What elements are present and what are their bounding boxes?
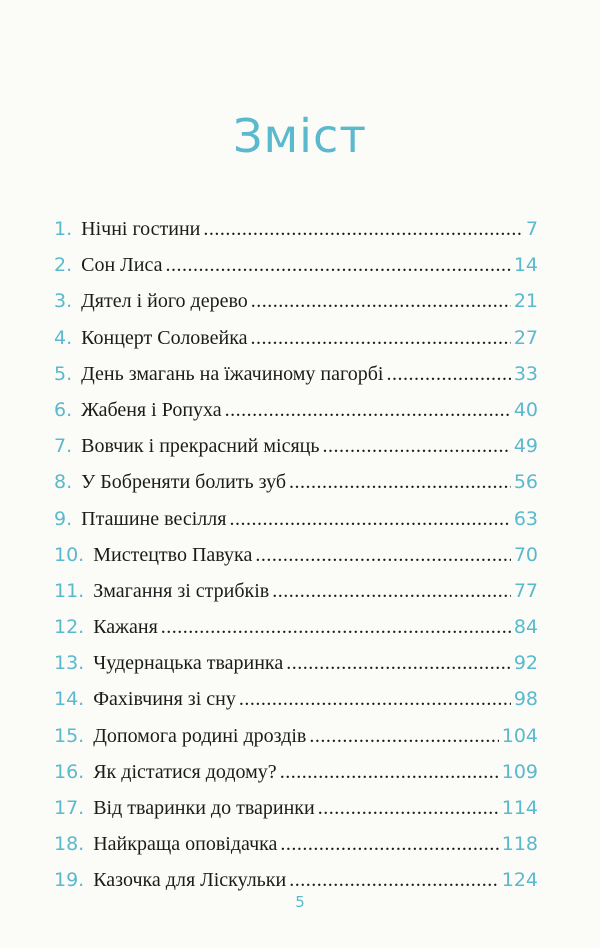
toc-entry-number: 10.	[54, 543, 85, 566]
toc-entry-page: 77	[513, 579, 538, 602]
dot-leader	[322, 435, 510, 458]
dot-leader	[280, 833, 498, 856]
dot-leader	[229, 508, 510, 531]
dot-leader	[161, 616, 511, 639]
toc-entry	[54, 580, 538, 616]
toc-entry-number: 13.	[54, 652, 85, 675]
toc-entry	[54, 688, 538, 724]
toc-entry-number: 17.	[54, 797, 85, 819]
table-of-contents	[54, 218, 538, 906]
toc-entry-number: 18.	[54, 833, 85, 856]
toc-entry-number: 14.	[54, 688, 85, 711]
toc-entry-page: 92	[513, 652, 538, 675]
toc-entry-page: 114	[501, 797, 538, 819]
dot-leader	[251, 327, 511, 350]
toc-entry-page: 109	[501, 760, 538, 783]
toc-entry-page: 118	[501, 833, 538, 856]
toc-entry-number: 19.	[54, 869, 85, 892]
toc-entry-title: Концерт Соловейка	[81, 326, 248, 349]
toc-entry	[54, 399, 538, 435]
toc-entry-title: Кажаня	[93, 616, 158, 639]
toc-entry-title: Нічні гостини	[81, 218, 201, 240]
toc-entry	[54, 761, 538, 797]
toc-entry-page: 27	[513, 326, 538, 349]
toc-entry-page: 40	[513, 398, 538, 421]
toc-entry	[54, 725, 538, 761]
toc-entry	[54, 218, 538, 254]
toc-entry	[54, 363, 538, 399]
toc-entry-title: Як дістатися додому?	[93, 760, 277, 783]
toc-entry-number: 8.	[54, 471, 73, 494]
dot-leader	[239, 688, 511, 711]
dot-leader	[225, 399, 511, 422]
toc-entry-page: 63	[513, 507, 538, 530]
toc-entry-page: 70	[513, 543, 538, 566]
toc-entry-title: Дятел і його дерево	[81, 290, 248, 313]
toc-entry	[54, 290, 538, 326]
toc-entry-number: 1.	[54, 218, 73, 240]
toc-entry-page: 33	[513, 362, 538, 385]
toc-entry-title: Мистецтво Павука	[93, 543, 253, 566]
toc-entry-page: 49	[513, 435, 538, 458]
toc-entry-title: Пташине весілля	[81, 507, 227, 530]
toc-entry-number: 11.	[54, 579, 85, 602]
toc-entry-number: 7.	[54, 435, 73, 458]
toc-entry-number: 3.	[54, 290, 73, 313]
toc-entry-page: 56	[513, 471, 538, 494]
toc-entry-title: Від тваринки до тваринки	[93, 797, 315, 819]
toc-entry	[54, 471, 538, 507]
toc-entry	[54, 327, 538, 363]
dot-leader	[203, 218, 523, 241]
dot-leader	[280, 761, 499, 784]
toc-entry-title: День змагань на їжачиному пагорбі	[81, 362, 384, 385]
toc-entry	[54, 435, 538, 471]
dot-leader	[386, 363, 510, 386]
toc-entry-title: Жабеня і Ропуха	[81, 398, 222, 421]
toc-entry-title: Змагання зі стрибків	[93, 579, 270, 602]
toc-entry-number: 4.	[54, 326, 73, 349]
page-number: 5	[295, 893, 305, 911]
toc-entry-page: 21	[513, 290, 538, 313]
toc-entry-title: Допомога родині дроздів	[93, 724, 307, 747]
toc-entry-title: Казочка для Ліскульки	[93, 869, 287, 892]
toc-entry-title: У Бобреняти болить зуб	[81, 471, 287, 494]
toc-entry-page: 14	[513, 254, 538, 277]
toc-entry-number: 2.	[54, 254, 73, 277]
toc-entry-page: 124	[501, 869, 538, 892]
toc-entry-title: Фахівчиня зі сну	[93, 688, 236, 711]
dot-leader	[289, 869, 499, 892]
toc-entry-number: 16.	[54, 760, 85, 783]
toc-entry	[54, 544, 538, 580]
dot-leader	[318, 797, 499, 820]
toc-entry	[54, 616, 538, 652]
toc-entry-page: 7	[525, 218, 538, 240]
toc-entry	[54, 254, 538, 290]
toc-entry-number: 5.	[54, 362, 73, 385]
dot-leader	[286, 652, 511, 675]
toc-entry-title: Чудернацька тваринка	[93, 652, 284, 675]
toc-entry	[54, 797, 538, 833]
toc-entry-number: 6.	[54, 398, 73, 421]
toc-entry-number: 12.	[54, 616, 85, 639]
toc-entry-page: 98	[513, 688, 538, 711]
toc-entry	[54, 508, 538, 544]
toc-entry	[54, 833, 538, 869]
dot-leader	[309, 725, 498, 748]
dot-leader	[272, 580, 511, 603]
toc-entry-number: 15.	[54, 724, 85, 747]
toc-entry-page: 84	[513, 616, 538, 639]
dot-leader	[251, 290, 511, 313]
dot-leader	[289, 471, 511, 494]
dot-leader	[255, 544, 510, 567]
page-title: Зміст	[232, 108, 368, 163]
toc-entry	[54, 652, 538, 688]
toc-entry-title: Сон Лиса	[81, 254, 163, 277]
toc-entry-title: Вовчик і прекрасний місяць	[81, 435, 320, 458]
toc-entry-page: 104	[501, 724, 538, 747]
toc-entry-number: 9.	[54, 507, 73, 530]
toc-entry-title: Найкраща оповідачка	[93, 833, 278, 856]
dot-leader	[165, 254, 510, 277]
